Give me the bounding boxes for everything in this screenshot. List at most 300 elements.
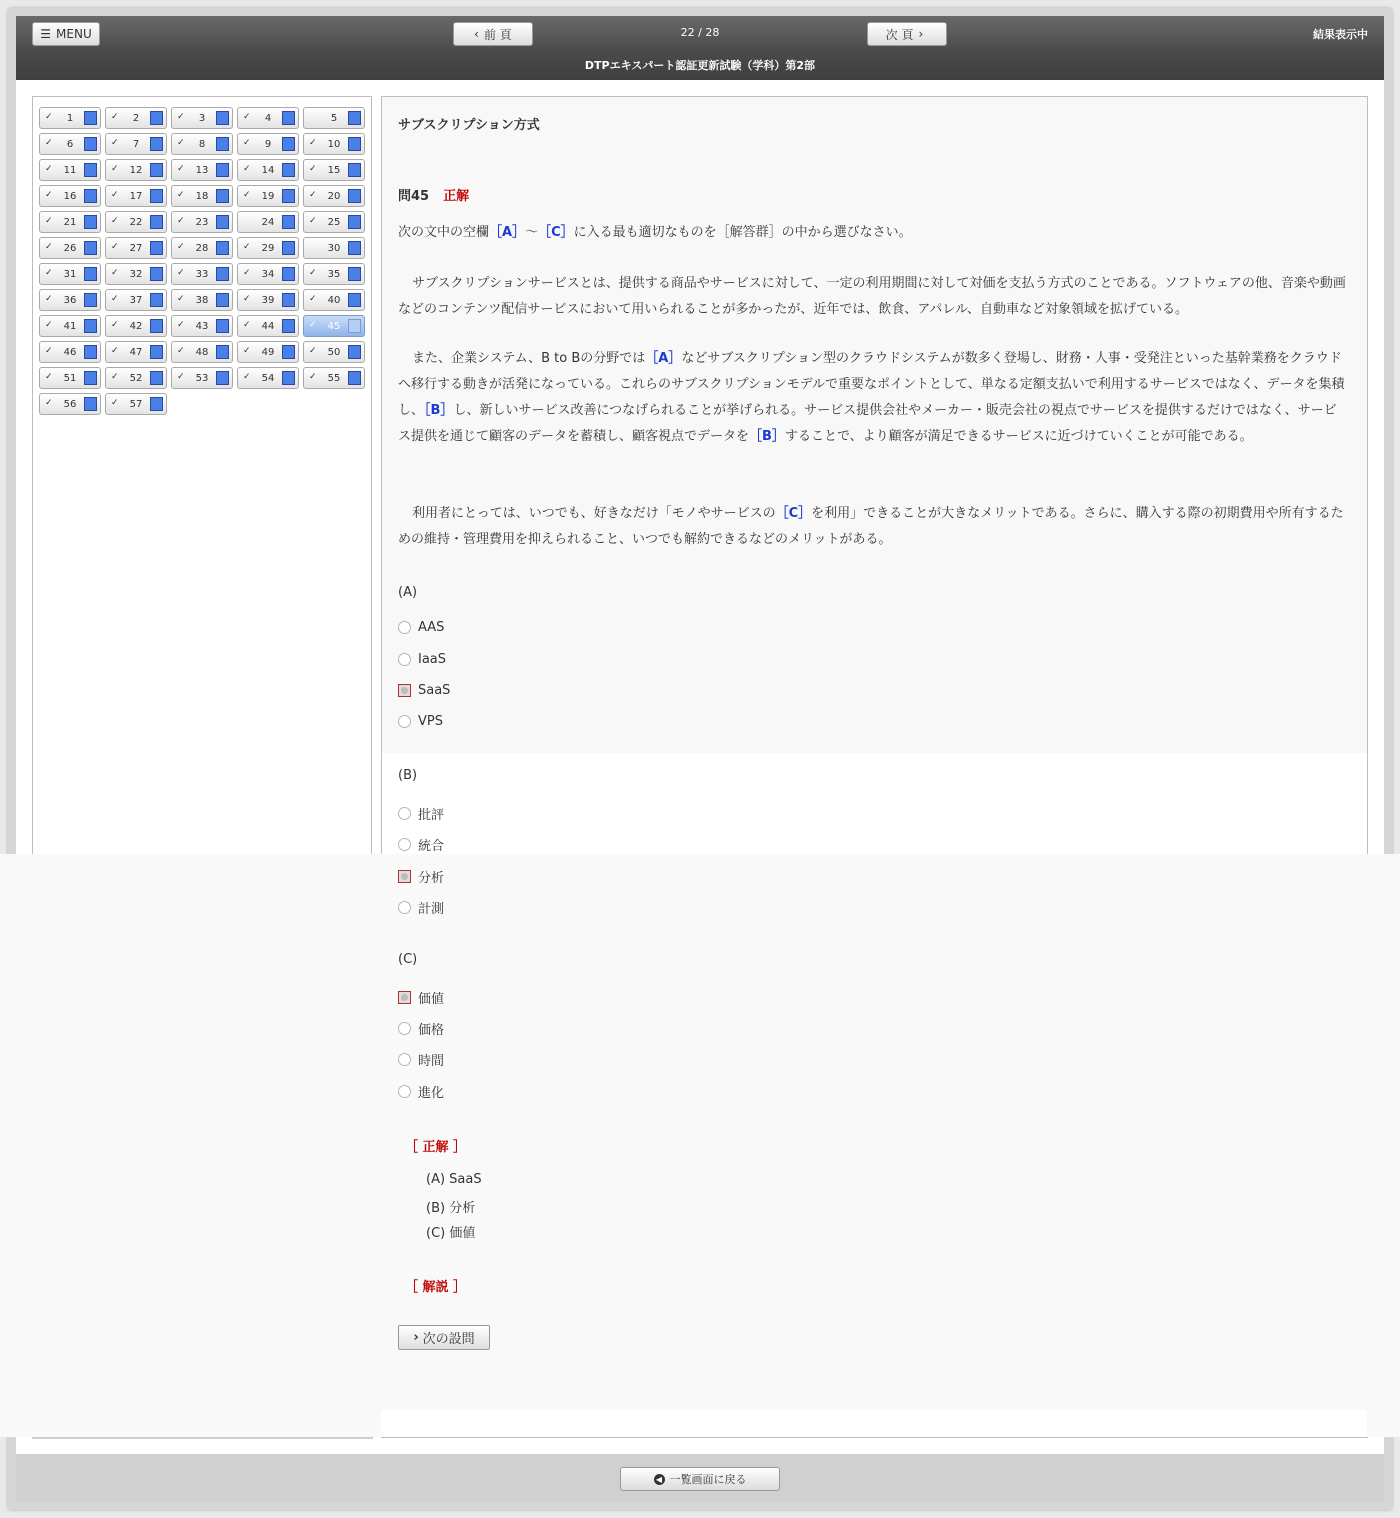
check-icon: ✓ (45, 242, 53, 252)
question-nav-number: 47 (129, 347, 143, 358)
flag-square-icon (282, 111, 295, 125)
option-label: AAS (418, 620, 445, 635)
question-nav-number: 23 (195, 217, 209, 228)
radio-button-selected[interactable] (398, 991, 411, 1004)
question-nav-number: 39 (261, 295, 275, 306)
check-icon: ✓ (243, 164, 251, 174)
question-nav-button-2[interactable] (105, 107, 167, 129)
question-nav-button-7[interactable] (105, 133, 167, 155)
next-page-label: 次 頁 (885, 27, 914, 42)
option-c-1[interactable] (398, 988, 444, 1007)
radio-button-selected[interactable] (398, 870, 411, 883)
question-nav-number: 29 (261, 243, 275, 254)
flag-square-icon (84, 189, 97, 203)
flag-square-icon (348, 215, 361, 229)
question-nav-button-21[interactable] (39, 211, 101, 233)
question-nav-number: 24 (261, 217, 275, 228)
flag-square-icon (216, 371, 229, 385)
question-nav-button-26[interactable] (39, 237, 101, 259)
question-nav-button-20[interactable] (303, 185, 365, 207)
flag-square-icon (348, 137, 361, 151)
nav-panel-bottom-edge (32, 1437, 373, 1439)
question-nav-button-45[interactable] (303, 315, 365, 337)
radio-button[interactable] (398, 1085, 411, 1098)
question-nav-number: 42 (129, 321, 143, 332)
paragraph-text: 利用者にとっては、いつでも、好きなだけ「モノやサービスの (412, 506, 776, 521)
check-icon: ✓ (243, 320, 251, 330)
flag-square-icon (84, 293, 97, 307)
question-nav-number: 40 (327, 295, 341, 306)
flag-square-icon (282, 293, 295, 307)
radio-button[interactable] (398, 807, 411, 820)
answer-line-a: (A) SaaS (426, 1172, 482, 1187)
flag-square-icon (216, 189, 229, 203)
flag-square-icon (348, 163, 361, 177)
instruction-text-post: に入る最も適切なものを［解答群］の中から選びなさい。 (573, 225, 912, 240)
flag-square-icon (348, 293, 361, 307)
question-nav-number: 33 (195, 269, 209, 280)
group-c-label: (C) (398, 952, 418, 967)
question-nav-number: 12 (129, 165, 143, 176)
group-b-label: (B) (398, 768, 418, 783)
flag-square-icon (348, 345, 361, 359)
question-nav-button-6[interactable] (39, 133, 101, 155)
question-nav-number: 49 (261, 347, 275, 358)
question-nav-button-12[interactable] (105, 159, 167, 181)
paragraph-text: を利用」できることが大きなメリットである。さらに、購入する際の初期費用や所有するための維持・管理費用を抑えられること、いつでも解約できるなどのメリットがある。 (398, 506, 1344, 547)
question-nav-button-35[interactable] (303, 263, 365, 285)
check-icon: ✓ (111, 216, 119, 226)
flag-square-icon (216, 293, 229, 307)
question-nav-button-13[interactable] (171, 159, 233, 181)
prev-page-button[interactable] (453, 22, 533, 46)
question-nav-number: 5 (330, 113, 338, 124)
question-nav-number: 8 (198, 139, 206, 150)
check-icon: ✓ (111, 268, 119, 278)
blank-b: ［B］ (749, 429, 785, 444)
question-number-line (398, 184, 1348, 210)
question-nav-button-47[interactable] (105, 341, 167, 363)
question-nav-number: 17 (129, 191, 143, 202)
check-icon: ✓ (309, 346, 317, 356)
question-nav-number: 41 (63, 321, 77, 332)
question-nav-button-42[interactable] (105, 315, 167, 337)
check-icon: ✓ (309, 294, 317, 304)
question-nav-button-23[interactable] (171, 211, 233, 233)
check-icon: ✓ (45, 164, 53, 174)
question-nav-button-32[interactable] (105, 263, 167, 285)
question-nav-button-30[interactable] (303, 237, 365, 259)
question-nav-number: 44 (261, 321, 275, 332)
question-nav-number: 21 (63, 217, 77, 228)
question-nav-button-39[interactable] (237, 289, 299, 311)
group-a-label: (A) (398, 585, 418, 600)
check-icon: ✓ (177, 320, 185, 330)
check-icon: ✓ (177, 138, 185, 148)
question-nav-number: 54 (261, 373, 275, 384)
question-nav-button-16[interactable] (39, 185, 101, 207)
question-panel-bottom-edge (381, 1410, 1367, 1438)
radio-button[interactable] (398, 653, 411, 666)
question-nav-button-29[interactable] (237, 237, 299, 259)
check-icon: ✓ (111, 138, 119, 148)
passage-paragraph-2 (398, 346, 1348, 450)
check-icon: ✓ (45, 268, 53, 278)
check-icon: ✓ (111, 112, 119, 122)
blank-b: ［B］ (424, 403, 454, 418)
question-nav-number: 3 (198, 113, 206, 124)
flag-square-icon (282, 215, 295, 229)
check-icon: ✓ (45, 346, 53, 356)
check-icon: ✓ (309, 372, 317, 382)
check-icon: ✓ (243, 268, 251, 278)
flag-square-icon (348, 189, 361, 203)
question-nav-button-8[interactable] (171, 133, 233, 155)
flag-square-icon (84, 267, 97, 281)
back-circle-icon: ◀ (654, 1474, 665, 1485)
exam-title: DTPエキスパート認証更新試験（学科）第2部 (584, 59, 816, 72)
question-nav-number: 51 (63, 373, 77, 384)
question-nav-number: 57 (129, 399, 143, 410)
option-b-3[interactable] (398, 867, 444, 886)
flag-square-icon (282, 137, 295, 151)
question-nav-number: 43 (195, 321, 209, 332)
question-nav-number: 9 (264, 139, 272, 150)
flag-square-icon (84, 241, 97, 255)
answer-heading: ［ 正解 ］ (405, 1140, 467, 1155)
question-nav-button-34[interactable] (237, 263, 299, 285)
check-icon: ✓ (309, 320, 317, 330)
check-icon: ✓ (177, 112, 185, 122)
flag-square-icon (84, 163, 97, 177)
check-icon: ✓ (309, 216, 317, 226)
check-icon: ✓ (177, 190, 185, 200)
question-nav-button-25[interactable] (303, 211, 365, 233)
question-nav-number: 31 (63, 269, 77, 280)
instruction-text: 次の文中の空欄 (398, 225, 490, 240)
question-nav-button-41[interactable] (39, 315, 101, 337)
check-icon: ✓ (111, 320, 119, 330)
question-nav-number: 13 (195, 165, 209, 176)
question-nav-button-52[interactable] (105, 367, 167, 389)
option-label: 価格 (418, 1023, 445, 1038)
question-nav-button-18[interactable] (171, 185, 233, 207)
question-nav-button-31[interactable] (39, 263, 101, 285)
question-number: 問45 (398, 189, 430, 204)
question-nav-button-10[interactable] (303, 133, 365, 155)
check-icon: ✓ (111, 294, 119, 304)
question-nav-button-51[interactable] (39, 367, 101, 389)
question-nav-button-53[interactable] (171, 367, 233, 389)
flag-square-icon (150, 163, 163, 177)
question-nav-number: 46 (63, 347, 77, 358)
option-b-1[interactable] (398, 804, 444, 823)
flag-square-icon (282, 267, 295, 281)
question-nav-number: 35 (327, 269, 341, 280)
radio-button-selected[interactable] (398, 684, 411, 697)
paragraph-text: し、新しいサービス改善につなげられることが挙げられる。サービス提供会社やメーカー・販売会社の視点でサービスを提供するだけではなく、サービス提供を通じて顧客のデータを蓄積し、顧客視点でデータを (398, 403, 1337, 444)
flag-square-icon (150, 397, 163, 411)
flag-square-icon (216, 241, 229, 255)
check-icon: ✓ (111, 372, 119, 382)
question-nav-button-24[interactable] (237, 211, 299, 233)
check-icon: ✓ (243, 190, 251, 200)
question-nav-number: 14 (261, 165, 275, 176)
radio-button[interactable] (398, 621, 411, 634)
question-nav-number: 52 (129, 373, 143, 384)
back-to-list-button[interactable] (620, 1467, 780, 1491)
flag-square-icon (84, 111, 97, 125)
blank-a: ［A］ (645, 351, 682, 366)
flag-square-icon (84, 215, 97, 229)
explanation-heading: ［ 解説 ］ (405, 1280, 467, 1295)
menu-button[interactable] (32, 22, 100, 46)
check-icon: ✓ (243, 372, 251, 382)
question-nav-button-33[interactable] (171, 263, 233, 285)
flag-square-icon (150, 137, 163, 151)
flag-square-icon (150, 111, 163, 125)
result-status: 結果表示中 (1313, 28, 1368, 41)
question-nav-button-37[interactable] (105, 289, 167, 311)
option-label: 計測 (418, 902, 445, 917)
question-nav-number: 19 (261, 191, 275, 202)
flag-square-icon (150, 345, 163, 359)
radio-button[interactable] (398, 1053, 411, 1066)
radio-button[interactable] (398, 1022, 411, 1035)
flag-square-icon (282, 345, 295, 359)
question-nav-button-38[interactable] (171, 289, 233, 311)
check-icon: ✓ (45, 190, 53, 200)
flag-square-icon (84, 371, 97, 385)
paragraph-text: することで、より顧客が満足できるサービスに近づけていくことが可能である。 (784, 429, 1253, 444)
question-nav-button-49[interactable] (237, 341, 299, 363)
option-label: 進化 (418, 1086, 445, 1101)
blank-a: ［A］ (489, 225, 526, 240)
chevron-left-icon: ‹ (474, 27, 479, 41)
question-nav-number: 4 (264, 113, 272, 124)
question-nav-number: 56 (63, 399, 77, 410)
option-a-2[interactable] (398, 652, 446, 667)
result-label: 正解 (443, 189, 470, 204)
blank-c: ［C］ (538, 225, 574, 240)
back-to-list-label: 一覧画面に戻る (669, 1473, 747, 1486)
question-nav-button-4[interactable] (237, 107, 299, 129)
question-nav-button-11[interactable] (39, 159, 101, 181)
question-nav-number: 15 (327, 165, 341, 176)
option-a-3[interactable] (398, 683, 450, 698)
flag-square-icon (216, 319, 229, 333)
question-nav-button-48[interactable] (171, 341, 233, 363)
option-label: VPS (418, 714, 443, 729)
question-nav-button-43[interactable] (171, 315, 233, 337)
question-nav-number: 37 (129, 295, 143, 306)
radio-button[interactable] (398, 715, 411, 728)
question-nav-number: 53 (195, 373, 209, 384)
check-icon: ✓ (243, 346, 251, 356)
option-label: 分析 (418, 871, 445, 886)
question-nav-number: 36 (63, 295, 77, 306)
option-a-4[interactable] (398, 714, 443, 729)
prev-page-label: 前 頁 (483, 27, 512, 42)
option-label: IaaS (418, 652, 447, 667)
question-nav-button-40[interactable] (303, 289, 365, 311)
flag-square-icon (348, 241, 361, 255)
check-icon: ✓ (111, 242, 119, 252)
check-icon: ✓ (45, 320, 53, 330)
question-nav-number: 16 (63, 191, 77, 202)
passage-paragraph-3 (398, 501, 1348, 553)
check-icon: ✓ (45, 112, 53, 122)
tilde: 〜 (525, 225, 539, 240)
flag-square-icon (150, 267, 163, 281)
flag-square-icon (150, 189, 163, 203)
check-icon: ✓ (45, 138, 53, 148)
option-b-2[interactable] (398, 835, 444, 854)
option-label: 統合 (418, 839, 445, 854)
question-nav-button-3[interactable] (171, 107, 233, 129)
question-nav-number: 30 (327, 243, 341, 254)
answer-line-c: (C) 価値 (426, 1226, 476, 1241)
question-nav-button-1[interactable] (39, 107, 101, 129)
question-nav-button-36[interactable] (39, 289, 101, 311)
question-nav-button-5[interactable] (303, 107, 365, 129)
option-label: SaaS (418, 683, 451, 698)
question-nav-number: 32 (129, 269, 143, 280)
lower-content-area (0, 854, 1400, 1437)
question-nav-button-27[interactable] (105, 237, 167, 259)
answer-line-b: (B) 分析 (426, 1201, 476, 1216)
flag-square-icon (348, 319, 361, 333)
radio-button[interactable] (398, 901, 411, 914)
check-icon: ✓ (111, 346, 119, 356)
question-nav-button-56[interactable] (39, 393, 101, 415)
question-nav-number: 50 (327, 347, 341, 358)
check-icon: ✓ (111, 190, 119, 200)
check-icon: ✓ (309, 268, 317, 278)
check-icon: ✓ (309, 190, 317, 200)
question-nav-button-46[interactable] (39, 341, 101, 363)
question-nav-number: 7 (132, 139, 140, 150)
check-icon: ✓ (111, 398, 119, 408)
option-c-4[interactable] (398, 1082, 444, 1101)
question-nav-number: 45 (327, 321, 341, 332)
question-nav-button-22[interactable] (105, 211, 167, 233)
option-c-3[interactable] (398, 1050, 444, 1069)
question-nav-number: 26 (63, 243, 77, 254)
question-nav-button-55[interactable] (303, 367, 365, 389)
option-a-1[interactable] (398, 620, 444, 635)
check-icon: ✓ (243, 138, 251, 148)
check-icon: ✓ (309, 164, 317, 174)
question-nav-number: 55 (327, 373, 341, 384)
radio-button[interactable] (398, 838, 411, 851)
question-nav-button-54[interactable] (237, 367, 299, 389)
question-nav-number: 38 (195, 295, 209, 306)
flag-square-icon (150, 215, 163, 229)
question-nav-button-44[interactable] (237, 315, 299, 337)
check-icon: ✓ (177, 164, 185, 174)
question-heading: サブスクリプション方式 (398, 118, 540, 133)
question-nav-number: 28 (195, 243, 209, 254)
check-icon: ✓ (45, 372, 53, 382)
flag-square-icon (84, 137, 97, 151)
flag-square-icon (348, 111, 361, 125)
question-nav-number: 10 (327, 139, 341, 150)
flag-square-icon (348, 371, 361, 385)
flag-square-icon (216, 215, 229, 229)
check-icon: ✓ (45, 216, 53, 226)
check-icon: ✓ (177, 242, 185, 252)
check-icon: ✓ (177, 346, 185, 356)
check-icon: ✓ (177, 294, 185, 304)
chevron-right-icon: › (918, 27, 924, 41)
question-nav-button-28[interactable] (171, 237, 233, 259)
paragraph-text: などサブスクリプション型のクラウドシステムが数多く登場し、財務・人事・受発注といった基幹業務をクラウドへ移行する動きが活発になっている。これらのサブスクリプションモデルで重要なポイントとして、単なる定額支払いで利用するサービスではなく、データを集積し、 (398, 351, 1345, 418)
check-icon: ✓ (45, 398, 53, 408)
question-nav-number: 1 (66, 113, 74, 124)
question-nav-number: 34 (261, 269, 275, 280)
flag-square-icon (282, 241, 295, 255)
question-nav-button-50[interactable] (303, 341, 365, 363)
question-nav-button-9[interactable] (237, 133, 299, 155)
hamburger-icon: ☰ (40, 27, 52, 41)
check-icon: ✓ (243, 242, 251, 252)
question-instruction (398, 220, 1348, 246)
flag-square-icon (84, 397, 97, 411)
next-question-button[interactable] (398, 1325, 490, 1350)
flag-square-icon (216, 137, 229, 151)
flag-square-icon (150, 241, 163, 255)
flag-square-icon (216, 345, 229, 359)
check-icon: ✓ (177, 268, 185, 278)
menu-label: MENU (56, 27, 92, 41)
check-icon: ✓ (177, 372, 185, 382)
option-c-2[interactable] (398, 1019, 444, 1038)
question-nav-button-14[interactable] (237, 159, 299, 181)
option-label: 批評 (418, 808, 445, 823)
question-nav-number: 22 (129, 217, 143, 228)
option-b-4[interactable] (398, 898, 444, 917)
option-label: 価値 (418, 992, 445, 1007)
check-icon: ✓ (309, 138, 317, 148)
flag-square-icon (150, 371, 163, 385)
check-icon: ✓ (45, 294, 53, 304)
question-nav-button-15[interactable] (303, 159, 365, 181)
check-icon: ✓ (177, 216, 185, 226)
flag-square-icon (84, 319, 97, 333)
flag-square-icon (150, 293, 163, 307)
question-nav-button-19[interactable] (237, 185, 299, 207)
check-icon: ✓ (243, 294, 251, 304)
page-counter: 22 / 28 (680, 26, 720, 39)
paragraph-text: また、企業システム、B to Bの分野では (412, 351, 646, 366)
question-nav-number: 11 (63, 165, 77, 176)
blank-c: ［C］ (775, 506, 812, 521)
question-nav-number: 6 (66, 139, 74, 150)
next-page-button[interactable] (867, 22, 947, 46)
flag-square-icon (282, 163, 295, 177)
question-nav-number: 18 (195, 191, 209, 202)
flag-square-icon (150, 319, 163, 333)
question-nav-number: 20 (327, 191, 341, 202)
check-icon: ✓ (111, 164, 119, 174)
header-bar (16, 16, 1384, 80)
question-nav-button-17[interactable] (105, 185, 167, 207)
passage-paragraph-1: サブスクリプションサービスとは、提供する商品やサービスに対して、一定の利用期間に対して対価を支払う方式のことである。ソフトウェアの他、音楽や動画などのコンテンツ配信サービスにおいて用いられることが多かったが、近年では、飲食、アパレル、自動車など対象領域を拡げている。 (398, 276, 1346, 317)
question-nav-button-57[interactable] (105, 393, 167, 415)
question-nav-grid (39, 107, 369, 415)
question-nav-number: 27 (129, 243, 143, 254)
